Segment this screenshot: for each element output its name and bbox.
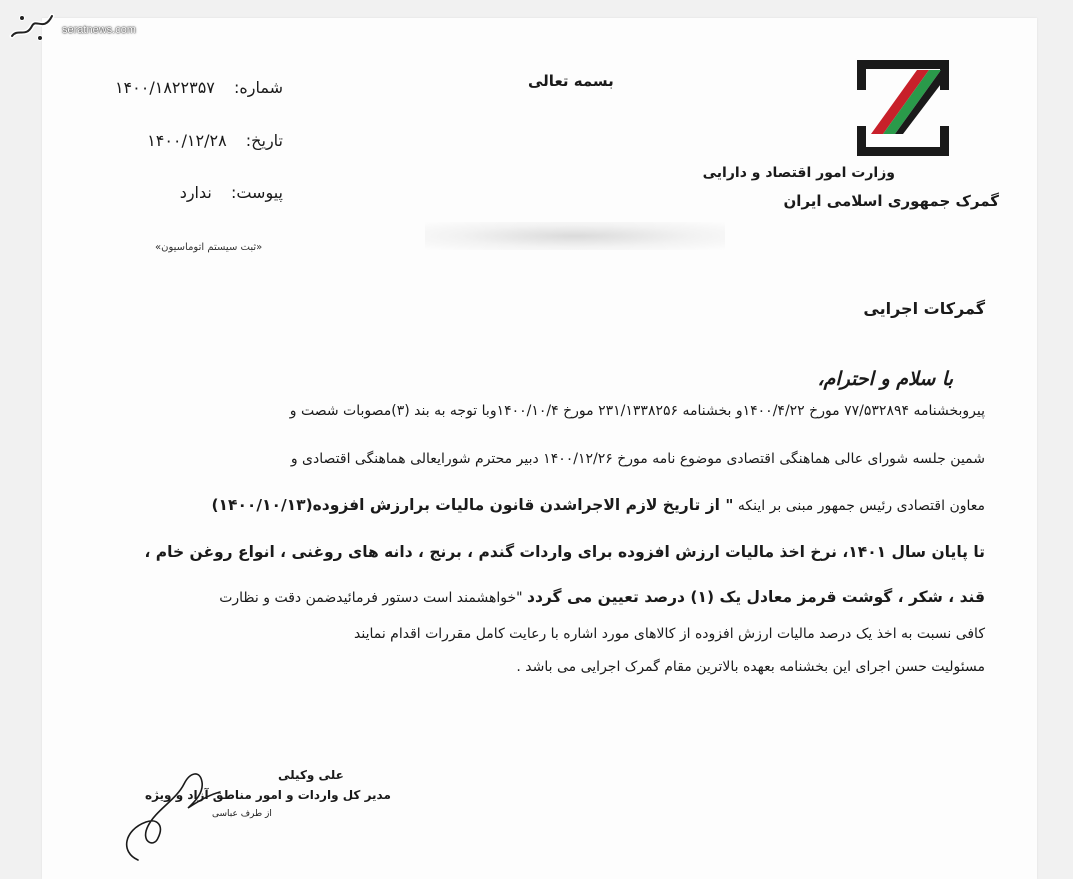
body-line-2: شمین جلسه شورای عالی هماهنگی اقتصادی موضوع نامه مورخ ۱۴۰۰/۱۲/۲۶ دبیر محترم شورایعالی هماهنگی اقتصادی و bbox=[290, 451, 985, 467]
date-value: ۱۴۰۰/۱۲/۲۸ bbox=[147, 131, 227, 150]
body-line-3-bold: " از تاریخ لازم الاجراشدن قانون مالیات برارزش افزوده(۱۴۰۰/۱۰/۱۳) bbox=[211, 496, 734, 514]
watermark-logo-icon bbox=[8, 8, 60, 44]
body-line-6: کافی نسبت به اخذ یک درصد مالیات ارزش افزوده از کالاهای مورد اشاره با رعایت کامل مقررات اقدام نمایند bbox=[354, 626, 985, 642]
body-line-4: تا پایان سال ۱۴۰۱، نرخ اخذ مالیات ارزش افزوده برای واردات گندم ، برنج ، دانه های روغنی ، انواع روغن خام ، bbox=[144, 543, 985, 561]
watermark-site: seratnews.com bbox=[62, 24, 136, 36]
watermark bbox=[8, 6, 143, 46]
body-line-1: پیروبخشنامه ۷۷/۵۳۲۸۹۴ مورخ ۱۴۰۰/۴/۲۲و بخشنامه ۲۳۱/۱۳۳۸۲۵۶ مورخ ۱۴۰۰/۱۰/۴وبا توجه به بند (۳)مصوبات شصت و bbox=[289, 403, 985, 419]
customs-name: گمرک جمهوری اسلامی ایران bbox=[783, 192, 999, 210]
attachment-label: پیوست: bbox=[230, 183, 283, 202]
body-line-5-plain: "خواهشمند است دستور فرمائیدضمن دقت و نظارت bbox=[219, 590, 523, 606]
body-line-3-plain: معاون اقتصادی رئیس جمهور مبنی بر اینکه bbox=[737, 498, 985, 514]
attachment-value: ندارد bbox=[179, 183, 212, 202]
basmala: بسمه تعالی bbox=[528, 72, 614, 90]
signatory-note: از طرف عباسی bbox=[212, 809, 272, 819]
body-line-7: مسئولیت حسن اجرای این بخشنامه بعهده بالاترین مقام گمرک اجرایی می باشد . bbox=[516, 659, 985, 675]
ministry-name: وزارت امور اقتصاد و دارایی bbox=[702, 165, 895, 181]
body-line-5-bold: قند ، شکر ، گوشت قرمز معادل یک (۱) درصد تعیین می گردد bbox=[527, 588, 985, 606]
body-line-5 bbox=[219, 588, 985, 606]
signatory-title: مدیر کل واردات و امور مناطق آزاد و ویژه bbox=[145, 788, 391, 802]
customs-emblem-icon bbox=[857, 60, 949, 156]
number-value: ۱۴۰۰/۱۸۲۲۳۵۷ bbox=[114, 78, 215, 97]
recipient: گمرکات اجرایی bbox=[863, 299, 985, 318]
number-label: شماره: bbox=[233, 78, 283, 97]
body-line-3 bbox=[211, 496, 985, 514]
redacted-area bbox=[425, 222, 725, 250]
date-label: تاریخ: bbox=[245, 131, 283, 150]
signatory-name: علی وکیلی bbox=[278, 768, 344, 782]
letter-attachment-row bbox=[180, 183, 283, 202]
letter-date-row bbox=[147, 131, 283, 150]
letter-number-row bbox=[115, 78, 283, 97]
automation-note: «ثبت سیستم اتوماسیون» bbox=[155, 242, 263, 253]
greeting: با سلام و احترام، bbox=[817, 368, 953, 390]
